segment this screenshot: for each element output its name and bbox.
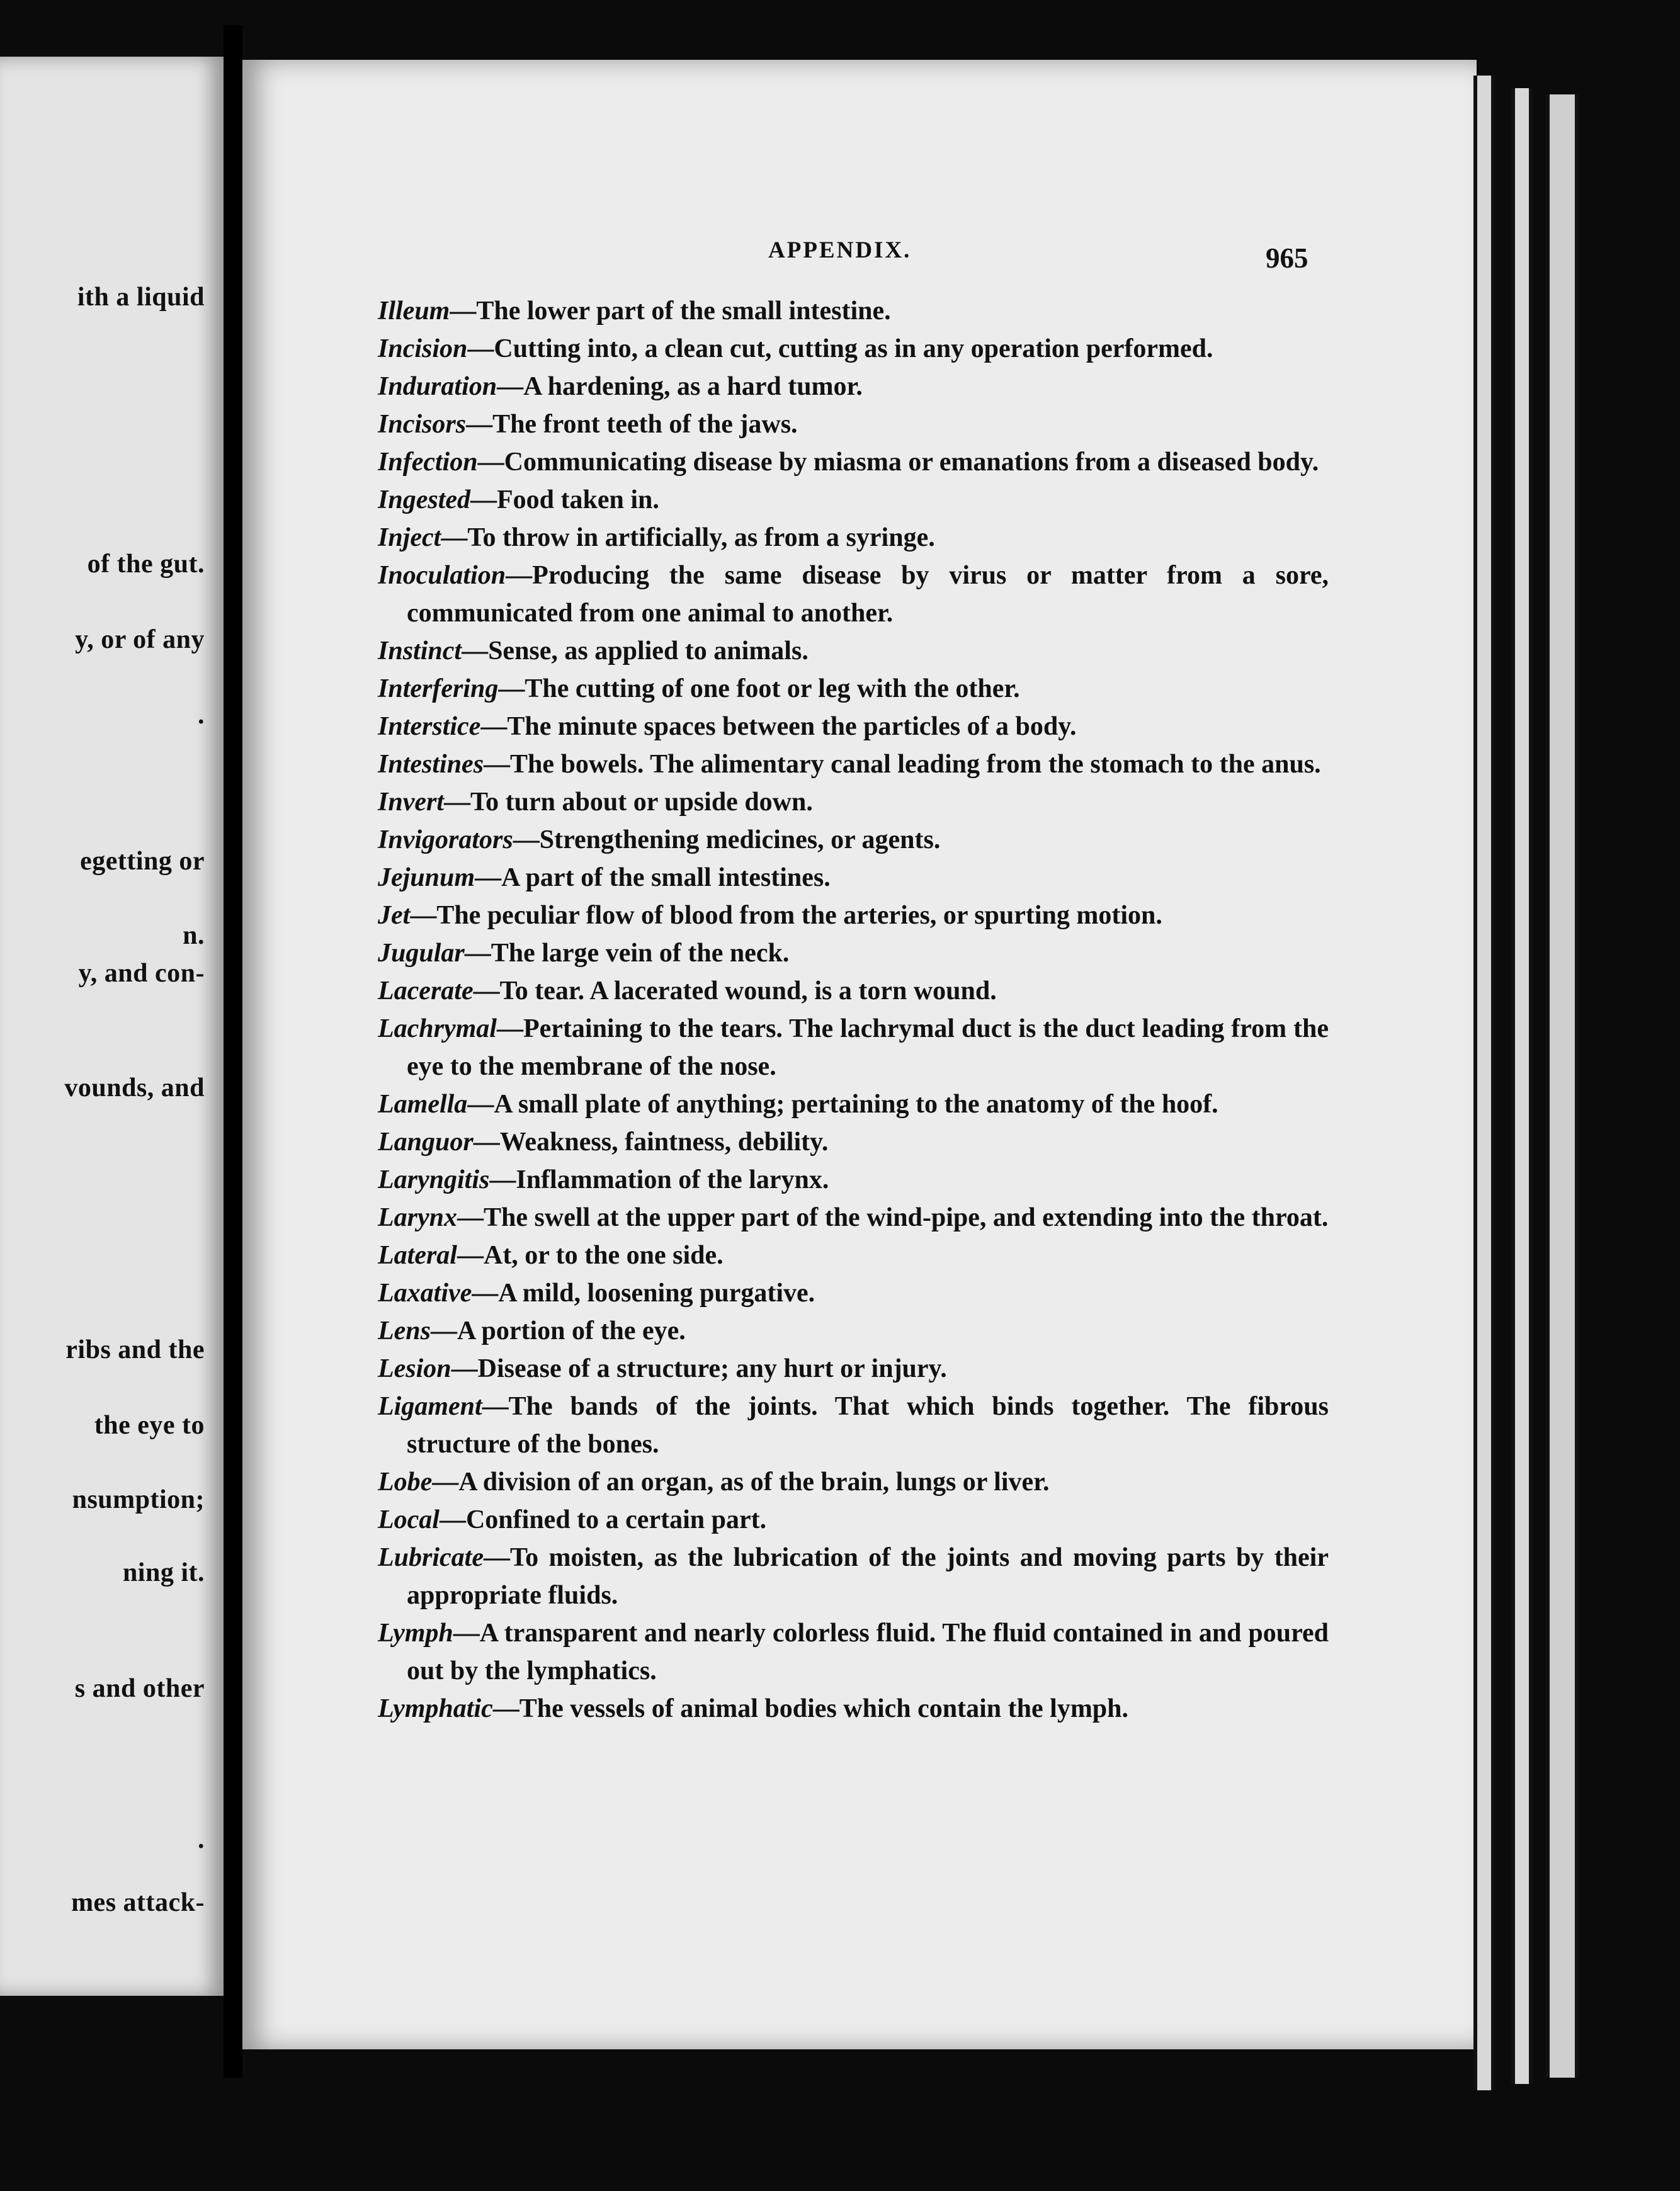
entry-definition: —Strengthening medicines, or agents. [513,825,941,854]
entry-definition: —The bowels. The alimentary canal leading from the stomach to the anus. [484,750,1321,779]
entry-definition: —A hardening, as a hard tumor. [497,372,863,401]
entry-term: Lateral [378,1241,457,1270]
entry-definition: —A portion of the eye. [431,1316,686,1345]
entry-term: Infection [378,448,478,477]
glossary-entries [378,292,1329,1728]
glossary-entry [378,708,1329,745]
glossary-entry [378,1274,1329,1312]
glossary-entry [378,557,1329,632]
entry-definition: —The vessels of animal bodies which contain the lymph. [492,1694,1129,1723]
entry-definition: —Confined to a certain part. [439,1505,767,1534]
glossary-entry [378,1199,1329,1237]
entry-definition: —A division of an organ, as of the brain, lungs or liver. [432,1468,1050,1497]
entry-term: Lubricate [378,1543,484,1572]
entry-definition: —Cutting into, a clean cut, cutting as in any operation performed. [467,334,1213,363]
page-edge [1511,88,1533,2084]
entry-term: Illeum [378,297,450,326]
glossary-entry [378,1237,1329,1274]
entry-definition: —To moisten, as the lubrication of the joints and moving parts by their appropriate fluids. [407,1543,1329,1610]
entry-term: Lachrymal [378,1014,497,1043]
entry-term: Lens [378,1316,431,1345]
entry-definition: —To throw in artificially, as from a syringe. [441,523,935,552]
entry-definition: —Communicating disease by miasma or emanations from a diseased body. [477,448,1319,477]
entry-term: Induration [378,372,497,401]
glossary-entry [378,519,1329,557]
glossary-entry [378,670,1329,708]
left-page-fragment: egetting or [80,847,205,876]
left-page-fragment: ith a liquid [77,283,205,312]
entry-definition: —A mild, loosening purgative. [472,1279,815,1308]
entry-definition: —At, or to the one side. [457,1241,724,1270]
glossary-entry [378,1010,1329,1085]
glossary-entry [378,1388,1329,1463]
glossary-entry [378,632,1329,670]
glossary-entry [378,1123,1329,1161]
entry-definition: —The bands of the joints. That which binds together. The fibrous structure of the bones. [407,1392,1329,1459]
entry-definition: —Pertaining to the tears. The lachrymal duct is the duct leading from the eye to the membrane of the nose. [407,1014,1329,1081]
left-page-fragment: mes attack- [71,1888,205,1917]
entry-definition: —Weakness, faintness, debility. [473,1128,829,1157]
entry-definition: —Food taken in. [470,485,659,514]
glossary-entry [378,745,1329,783]
entry-definition: —Sense, as applied to animals. [462,637,809,665]
entry-term: Local [378,1505,440,1534]
entry-term: Jejunum [378,863,475,892]
entry-term: Interstice [378,712,481,741]
glossary-entry [378,443,1329,481]
book-gutter [224,25,242,2078]
glossary-entry [378,783,1329,821]
left-page-fragment: s and other [74,1674,205,1703]
glossary-entry [378,1085,1329,1123]
glossary-entry [378,330,1329,368]
entry-term: Interfering [378,674,499,703]
left-page-fragment: vounds, and [64,1073,205,1102]
glossary-entry [378,1501,1329,1539]
glossary-entry [378,972,1329,1010]
entry-term: Ingested [378,485,470,514]
glossary-entry [378,1463,1329,1501]
entry-term: Ligament [378,1392,482,1421]
glossary-entry [378,481,1329,519]
entry-definition: —A part of the small intestines. [475,863,831,892]
entry-definition: —The minute spaces between the particles of a body. [480,712,1077,741]
running-head: APPENDIX. [768,237,912,263]
glossary-entry [378,1614,1329,1690]
glossary-entry [378,292,1329,330]
entry-term: Laryngitis [378,1165,490,1194]
page-number: 965 [1266,242,1308,274]
entry-term: Languor [378,1128,474,1157]
entry-definition: —A small plate of anything; pertaining to the anatomy of the hoof. [467,1090,1218,1119]
entry-term: Lymph [378,1619,453,1648]
entry-definition: —Inflammation of the larynx. [489,1165,829,1194]
entry-term: Invert [378,788,444,817]
glossary-entry [378,1350,1329,1388]
glossary-entry [378,405,1329,443]
entry-term: Incisors [378,410,467,439]
glossary-entry [378,821,1329,859]
glossary-entry [378,897,1329,934]
entry-term: Lymphatic [378,1694,493,1723]
page-edge [1473,76,1495,2090]
entry-definition: —To turn about or upside down. [444,788,813,817]
left-page-fragment: the eye to [94,1411,205,1440]
entry-term: Inoculation [378,561,506,590]
entry-term: Lamella [378,1090,468,1119]
entry-term: Lesion [378,1354,451,1383]
entry-term: Jugular [378,939,465,968]
glossary-entry [378,859,1329,897]
glossary-entry [378,1539,1329,1614]
entry-definition: —The large vein of the neck. [464,939,790,968]
left-page-fragment: y, and con- [78,959,205,988]
entry-definition: —The lower part of the small intestine. [450,297,891,326]
entry-definition: —To tear. A lacerated wound, is a torn wound. [473,977,997,1005]
entry-definition: —The front teeth of the jaws. [466,410,798,439]
left-facing-page [0,57,224,1996]
left-page-fragment: of the gut. [87,550,205,579]
left-page-fragment: y, or of any [75,625,205,654]
entry-definition: —The swell at the upper part of the wind-pipe, and extending into the throat. [457,1203,1329,1232]
glossary-entry [378,1312,1329,1350]
left-page-fragment: ribs and the [65,1335,205,1364]
entry-term: Invigorators [378,825,513,854]
entry-term: Instinct [378,637,462,665]
entry-term: Incision [378,334,468,363]
left-page-fragment: . [198,1825,205,1854]
left-page-fragment: ning it. [122,1558,205,1587]
entry-term: Inject [378,523,441,552]
entry-definition: —The cutting of one foot or leg with the other. [498,674,1020,703]
glossary-entry [378,1690,1329,1728]
entry-definition: —Disease of a structure; any hurt or injury. [451,1354,947,1383]
glossary-entry [378,1161,1329,1199]
entry-term: Lacerate [378,977,474,1005]
entry-definition: —The peculiar flow of blood from the arteries, or spurting motion. [410,901,1162,930]
left-page-fragment: . [198,701,205,730]
page-edge [1546,94,1579,2078]
entry-definition: —A transparent and nearly colorless fluid. The fluid contained in and poured out by the lymphatics. [407,1619,1329,1685]
entry-term: Laxative [378,1279,472,1308]
entry-term: Lobe [378,1468,433,1497]
entry-term: Intestines [378,750,484,779]
glossary-entry [378,934,1329,972]
entry-term: Larynx [378,1203,457,1232]
left-page-fragment: nsumption; [72,1485,205,1514]
glossary-entry [378,368,1329,405]
left-page-fragment: n. [183,921,205,950]
entry-definition: —Producing the same disease by virus or matter from a sore, communicated from one animal to another. [407,561,1329,628]
entry-term: Jet [378,901,411,930]
